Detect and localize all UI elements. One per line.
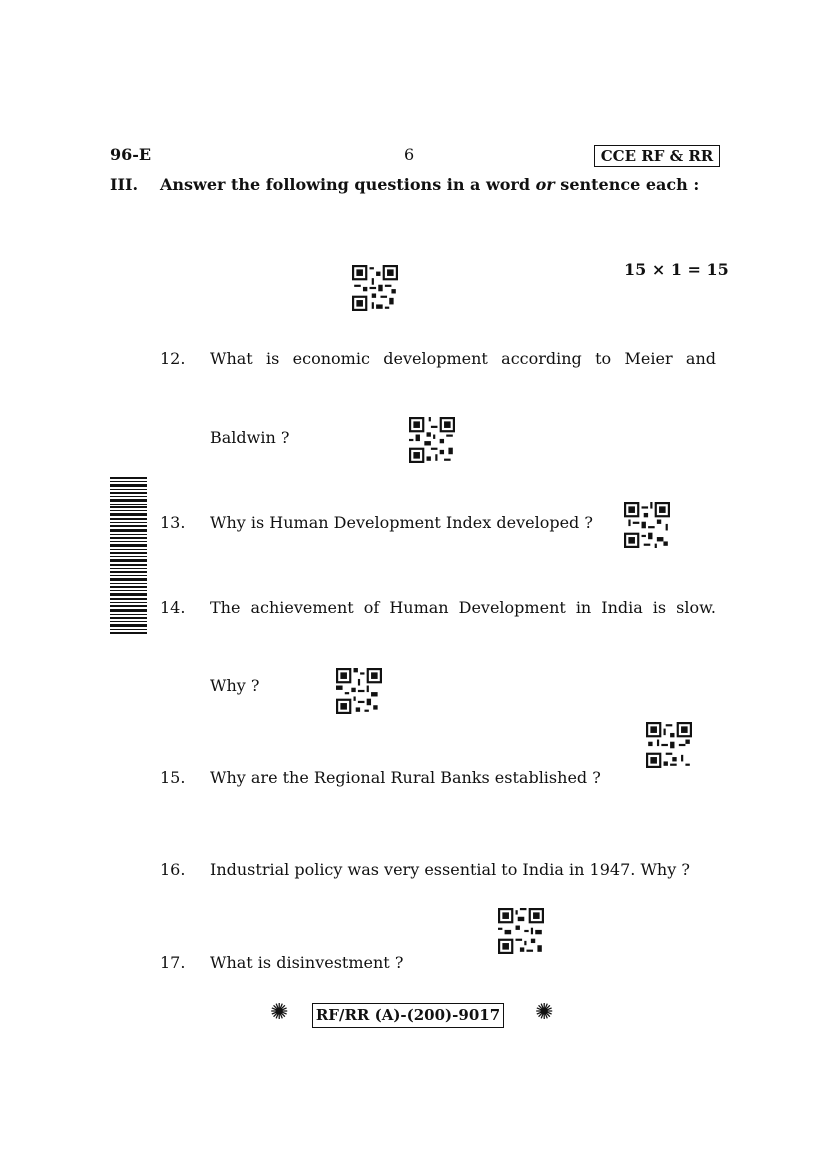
question-number: 12. [160, 349, 186, 368]
question-text-continued: Baldwin ? [210, 428, 290, 447]
question-number: 15. [160, 768, 186, 787]
footer-code: RF/RR (A)-(200)-9017 [312, 1003, 504, 1028]
qr-code-icon [498, 908, 544, 954]
question-text: What is disinvestment ? [210, 953, 404, 972]
ornament-icon: ✺ [535, 1000, 554, 1025]
qr-code-icon [352, 265, 398, 311]
instruction-or: or [535, 175, 555, 194]
question-number: 16. [160, 860, 186, 879]
question-text: The achievement of Human Development in India is slow. [210, 598, 716, 617]
qr-code-icon [624, 502, 670, 548]
section-marks: 15 × 1 = 15 [624, 260, 729, 279]
question-text: Why are the Regional Rural Banks established ? [210, 768, 601, 787]
qr-code-icon [409, 417, 455, 463]
section-instruction [160, 175, 699, 194]
ornament-icon: ✺ [270, 1000, 289, 1025]
question-number: 13. [160, 513, 186, 532]
section-number: III. [110, 175, 139, 194]
page-number: 6 [404, 145, 415, 164]
qr-code-icon [646, 722, 692, 768]
question-text: What is economic development according to Meier and [210, 349, 716, 368]
question-text-continued: Why ? [210, 676, 260, 695]
instruction-part-1: Answer the following questions in a word [160, 175, 536, 194]
barcode-icon [110, 477, 147, 634]
question-number: 14. [160, 598, 186, 617]
question-text: Why is Human Development Index developed ? [210, 513, 593, 532]
question-text: Industrial policy was very essential to India in 1947. Why ? [210, 860, 690, 879]
instruction-part-2: sentence each : [554, 175, 700, 194]
series-label: CCE RF & RR [594, 145, 720, 167]
paper-code: 96-E [110, 145, 152, 164]
question-number: 17. [160, 953, 186, 972]
qr-code-icon [336, 668, 382, 714]
